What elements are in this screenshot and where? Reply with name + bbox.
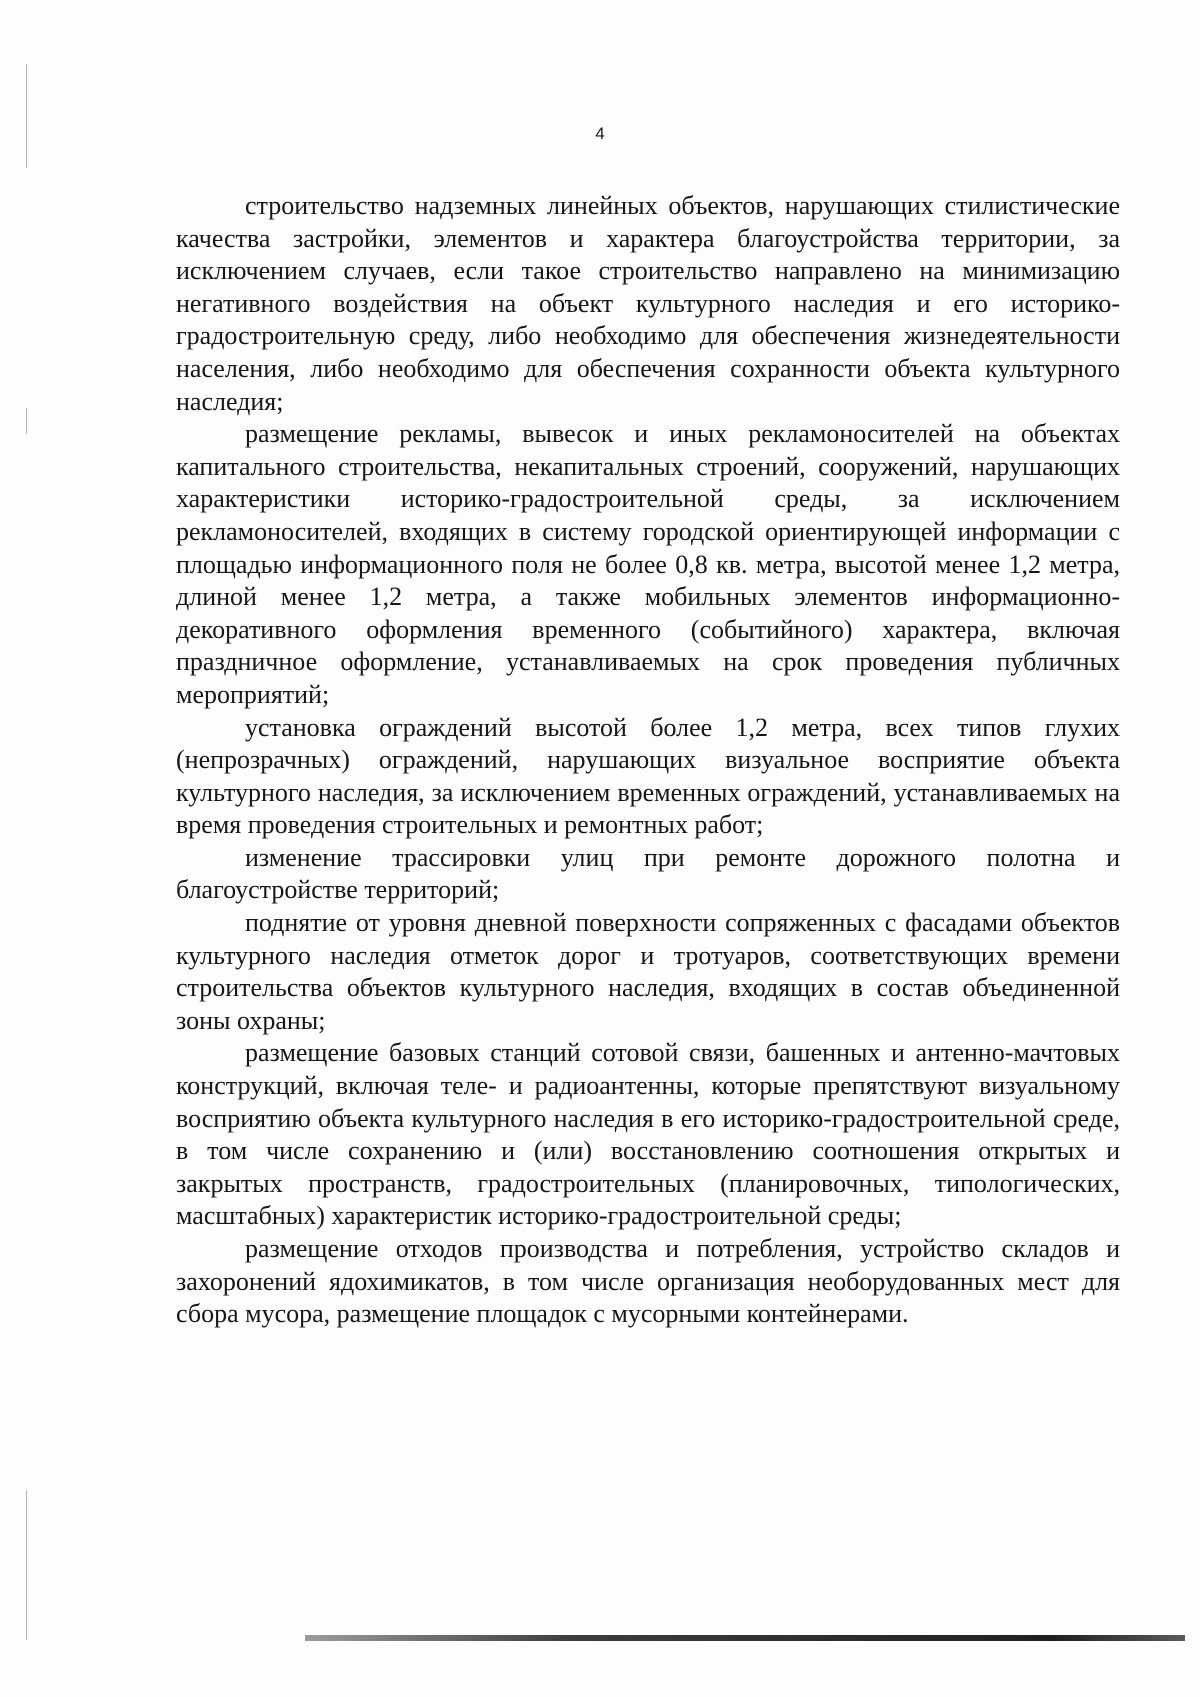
- scan-edge-mark: [26, 1490, 27, 1640]
- document-body: [176, 190, 1120, 1331]
- paragraph-street-routing: изменение трассировки улиц при ремонте дорожного полотна и благоустройстве территорий;: [176, 842, 1120, 905]
- scan-edge-mark: [26, 408, 27, 434]
- paragraph-surface-level: поднятие от уровня дневной поверхности сопряженных с фасадами объектов культурного наследия отметок дорог и тротуаров, соответствующих времени строительства объектов культурного наследия, входящих в состав объединенной зоны охраны;: [176, 908, 1120, 1035]
- paragraph-advertising: размещение рекламы, вывесок и иных рекламоносителей на объектах капитального строительства, некапитальных строений, сооружений, нарушающих характеристики историко-градостроительной среды, за исключением рекламоносителей, входящих в систему городской ориентирующей информации с площадью информационного поля не более 0,8 кв. метра, высотой менее 1,2 метра, длиной менее 1,2 метра, а также мобильных элементов информационно-декоративного оформления временного (событийного) характера, включая праздничное оформление, устанавливаемых на срок проведения публичных мероприятий;: [176, 419, 1120, 709]
- paragraph-overground-linear-objects: строительство надземных линейных объектов, нарушающих стилистические качества застройки, элементов и характера благоустройства территории, за исключением случаев, если такое строительство направлено на минимизацию негативного воздействия на объект культурного наследия и его историко-градостроительную среду, либо необходимо для обеспечения жизнедеятельности населения, либо необходимо для обеспечения сохранности объекта культурного наследия;: [176, 191, 1120, 416]
- scan-edge-mark: [26, 64, 27, 168]
- scan-bottom-rule: [305, 1635, 1185, 1641]
- paragraph-fences: установка ограждений высотой более 1,2 метра, всех типов глухих (непрозрачных) ограждений, нарушающих визуальное восприятие объекта культурного наследия, за исключением временных ограждений, устанавливаемых на время проведения строительных и ремонтных работ;: [176, 712, 1120, 840]
- paragraph-waste-placement: размещение отходов производства и потребления, устройство складов и захоронений ядохимикатов, в том числе организация необорудованных мест для сбора мусора, размещение площадок с мусорными контейнерами.: [176, 1234, 1120, 1329]
- paragraph-base-stations: размещение базовых станций сотовой связи, башенных и антенно-мачтовых конструкций, включая теле- и радиоантенны, которые препятствуют визуальному восприятию объекта культурного наследия в его историко-градостроительной среде, в том числе сохранению и (или) восстановлению соотношения открытых и закрытых пространств, градостроительных (планировочных, типологических, масштабных) характеристик историко-градостроительной среды;: [176, 1038, 1120, 1231]
- page-number: 4: [595, 124, 605, 143]
